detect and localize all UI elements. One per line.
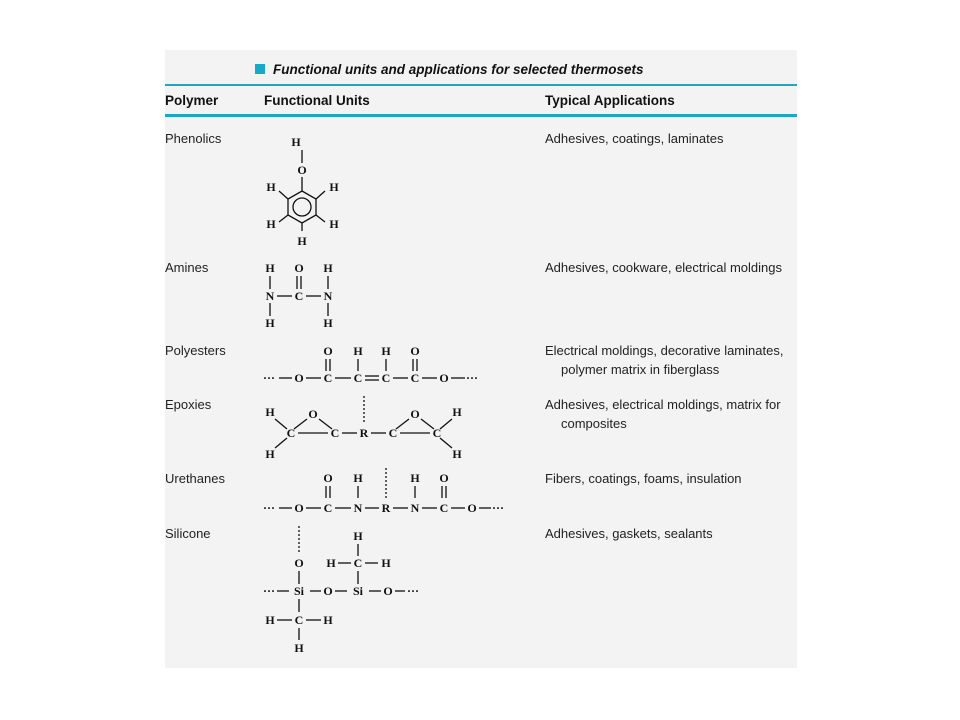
atom-label: H (266, 217, 276, 231)
row-polymer-silicone: Silicone (165, 526, 211, 541)
atom-label: H (323, 613, 333, 627)
atom-label: H (323, 316, 333, 330)
atom-label: H (265, 316, 275, 330)
atom-label: Si (352, 584, 364, 598)
atom-label: N (353, 501, 363, 515)
atom-label: O (439, 471, 449, 485)
row-app-silicone: Adhesives, gaskets, sealants (545, 526, 713, 541)
atom-label: H (297, 234, 307, 248)
header-polymer: Polymer (165, 93, 219, 108)
row-app-amines: Adhesives, cookware, electrical moldings (545, 260, 782, 275)
atom-label: R (381, 501, 391, 515)
row-app-phenolics: Adhesives, coatings, laminates (545, 131, 724, 146)
atom-label: Si (293, 584, 305, 598)
header-top-rule (165, 84, 797, 86)
atom-label: H (326, 556, 336, 570)
atom-label: H (329, 217, 339, 231)
phenolics-structure (266, 135, 339, 248)
row-app-polyesters (545, 341, 783, 379)
atom-label: C (294, 613, 304, 627)
atom-label: C (381, 371, 391, 385)
atom-label: O (439, 371, 449, 385)
chain-dots: ··· (263, 584, 276, 598)
app-line: polymer matrix in fiberglass (561, 362, 720, 377)
atom-label: H (353, 529, 363, 543)
atom-label: O (294, 261, 304, 275)
atom-label: O (323, 584, 333, 598)
row-app-urethanes: Fibers, coatings, foams, insulation (545, 471, 742, 486)
polyesters-structure (263, 344, 478, 385)
atom-label: R (359, 426, 369, 440)
atom-label: O (323, 344, 333, 358)
atom-label: C (432, 426, 442, 440)
app-line: Electrical moldings, decorative laminates, (545, 343, 784, 358)
app-line: composites (561, 416, 627, 431)
atom-label: O (294, 501, 304, 515)
atom-label: C (410, 371, 420, 385)
header-functional-units: Functional Units (264, 93, 370, 108)
atom-label: O (383, 584, 393, 598)
table-caption (255, 59, 644, 79)
atom-label: O (294, 371, 304, 385)
row-app-epoxies (545, 395, 781, 433)
atom-label: C (353, 556, 363, 570)
atom-label: C (330, 426, 340, 440)
atom-label: C (388, 426, 398, 440)
row-polymer-polyesters: Polyesters (165, 343, 226, 358)
atom-label: C (323, 371, 333, 385)
atom-label: H (410, 471, 420, 485)
atom-label: O (410, 407, 420, 421)
atom-label: H (353, 471, 363, 485)
atom-label: O (410, 344, 420, 358)
atom-label: N (265, 289, 275, 303)
row-polymer-amines: Amines (165, 260, 209, 275)
atom-label: H (323, 261, 333, 275)
header-bottom-rule (165, 114, 797, 117)
atom-label: O (308, 407, 318, 421)
row-polymer-urethanes: Urethanes (165, 471, 225, 486)
atom-label: C (286, 426, 296, 440)
atom-label: O (323, 471, 333, 485)
atom-label: C (294, 289, 304, 303)
chain-dots: ··· (263, 501, 276, 515)
header-typical-applications: Typical Applications (545, 93, 675, 108)
functional-units-structures (255, 130, 535, 660)
amines-structure (265, 261, 333, 330)
atom-label: O (294, 556, 304, 570)
atom-label: H (329, 180, 339, 194)
chain-dots: ··· (263, 371, 276, 385)
silicone-structure (263, 526, 419, 655)
caption-square-icon (255, 64, 265, 74)
atom-label: H (265, 447, 275, 461)
app-line: Adhesives, electrical moldings, matrix for (545, 397, 781, 412)
row-polymer-epoxies: Epoxies (165, 397, 212, 412)
atom-label: O (297, 163, 307, 177)
atom-label: H (452, 405, 462, 419)
atom-label: H (291, 135, 301, 149)
row-polymer-phenolics: Phenolics (165, 131, 222, 146)
atom-label: H (452, 447, 462, 461)
atom-label: C (323, 501, 333, 515)
atom-label: N (323, 289, 333, 303)
atom-label: H (381, 344, 391, 358)
atom-label: C (439, 501, 449, 515)
chain-dots: ··· (407, 584, 420, 598)
atom-label: H (265, 613, 275, 627)
atom-label: H (294, 641, 304, 655)
atom-label: C (353, 371, 363, 385)
chain-dots: ··· (466, 371, 479, 385)
atom-label: H (266, 180, 276, 194)
table-title: Functional units and applications for selected thermosets (273, 61, 644, 77)
chain-dots: ··· (492, 501, 505, 515)
atom-label: H (381, 556, 391, 570)
atom-label: H (265, 405, 275, 419)
atom-label: H (265, 261, 275, 275)
atom-label: N (410, 501, 420, 515)
urethanes-structure (263, 468, 504, 515)
atom-label: H (353, 344, 363, 358)
epoxies-structure (265, 396, 462, 461)
atom-label: O (467, 501, 477, 515)
